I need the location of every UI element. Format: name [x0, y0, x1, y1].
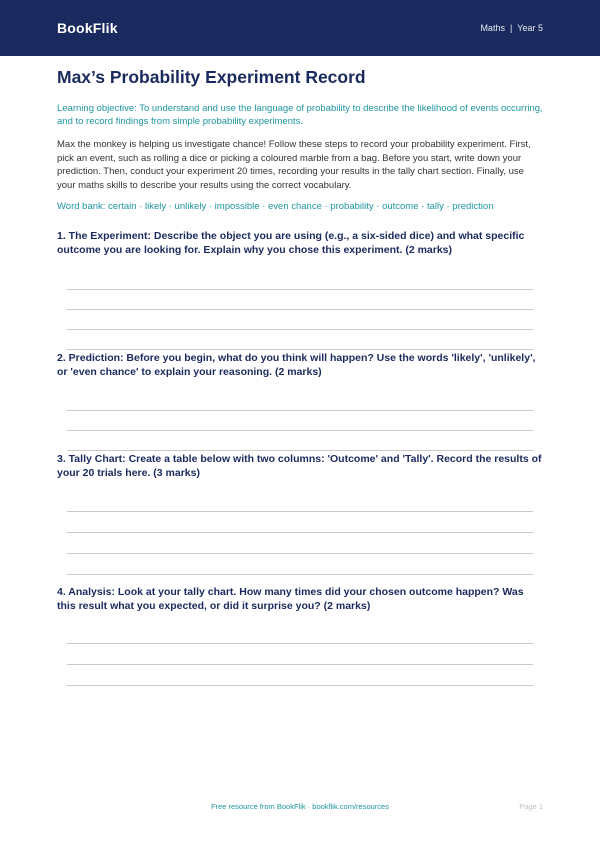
- question-2: 2. Prediction: Before you begin, what do you think will happen? Use the words 'likely', 'unlikely', or 'even chance' to explain your reasoning. (2 marks): [57, 352, 536, 378]
- question-3: 3. Tally Chart: Create a table below with two columns: 'Outcome' and 'Tally'. Record the results of your 20 trials here. (3 marks): [57, 453, 542, 479]
- answer-line[interactable]: [67, 411, 533, 431]
- answer-lines-4[interactable]: [67, 623, 533, 686]
- answer-lines-1[interactable]: [67, 269, 533, 350]
- header-bar: [0, 0, 600, 56]
- learning-objective: Learning objective: To understand and use the language of probability to describe the likelihood of events occurring, and to record findings from simple probability experiments.: [57, 103, 543, 127]
- answer-line[interactable]: [67, 431, 533, 451]
- subject-label: Maths: [480, 23, 505, 33]
- year-label: Year 5: [517, 23, 543, 33]
- question-1: 1. The Experiment: Describe the object you are using (e.g., a six-sided dice) and what specific outcome you are looking for. Explain why you chose this experiment. (2 marks): [57, 230, 525, 256]
- answer-line[interactable]: [67, 623, 533, 644]
- word-bank: Word bank: certain · likely · unlikely · impossible · even chance · probability · outcome · tally · prediction: [57, 201, 494, 212]
- answer-lines-2[interactable]: [67, 390, 533, 451]
- answer-line[interactable]: [67, 269, 533, 290]
- subject-year: [480, 23, 543, 33]
- page-title: Max’s Probability Experiment Record: [57, 67, 366, 87]
- answer-line[interactable]: [67, 491, 533, 512]
- answer-line[interactable]: [67, 665, 533, 686]
- separator: |: [509, 23, 513, 33]
- footer-credit: Free resource from BookFlik · bookflik.com/resources: [211, 802, 389, 811]
- answer-line[interactable]: [67, 512, 533, 533]
- intro-paragraph: Max the monkey is helping us investigate chance! Follow these steps to record your probability experiment. First, pick an event, such as rolling a dice or picking a coloured marble from a bag. Before you start, write down your prediction. Then, conduct your experiment 20 times, recording your results in the tally chart section. Finally, use your maths skills to describe your results using the correct vocabulary.: [57, 139, 531, 191]
- answer-line[interactable]: [67, 390, 533, 411]
- answer-line[interactable]: [67, 554, 533, 575]
- question-4: 4. Analysis: Look at your tally chart. How many times did your chosen outcome happen? Was this result what you expected, or did it surprise you? (2 marks): [57, 586, 524, 612]
- page-number: Page 1: [519, 802, 543, 811]
- answer-lines-3[interactable]: [67, 491, 533, 575]
- answer-line[interactable]: [67, 290, 533, 310]
- brand-logo: BookFlik: [57, 20, 118, 36]
- worksheet-content: [0, 67, 600, 686]
- answer-line[interactable]: [67, 533, 533, 554]
- answer-line[interactable]: [67, 330, 533, 350]
- answer-line[interactable]: [67, 644, 533, 665]
- answer-line[interactable]: [67, 310, 533, 330]
- footer: [0, 802, 600, 814]
